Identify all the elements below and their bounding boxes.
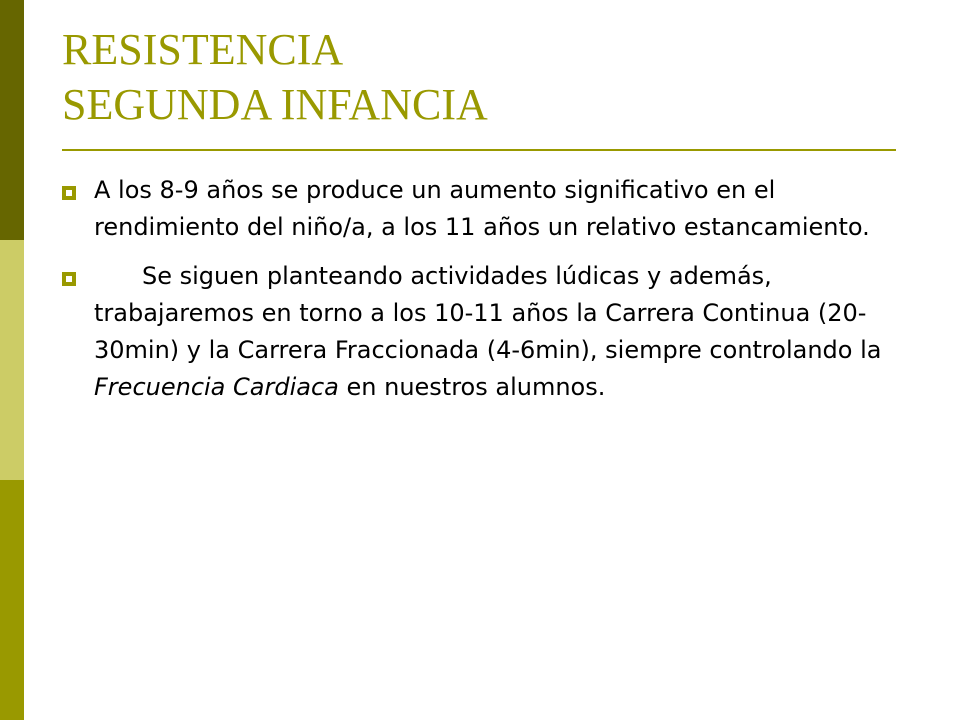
side-bar-light [0, 240, 24, 480]
bullet-item-1 [62, 172, 892, 246]
bullet-text-2-before: Se siguen planteando actividades lúdicas y además, trabajaremos en torno a los 10-11 años la Carrera Continua (20-30min) y la Carrera Fraccionada (4-6min), siempre controlando la [94, 262, 882, 364]
title-divider [62, 149, 896, 151]
bullet-text-2-italic: Frecuencia Cardiaca [94, 373, 339, 401]
bullet-list [62, 172, 892, 418]
hollow-square-bullet-icon [62, 186, 76, 200]
side-bar-dark [0, 0, 24, 240]
side-bar-olive [0, 480, 24, 720]
hollow-square-bullet-icon [62, 272, 76, 286]
slide-title-line-2: SEGUNDA INFANCIA [62, 80, 488, 129]
bullet-item-2 [62, 258, 892, 406]
slide-title [62, 22, 902, 132]
slide-title-line-1: RESISTENCIA [62, 25, 344, 74]
bullet-text-1: A los 8-9 años se produce un aumento significativo en el rendimiento del niño/a, a los 11 años un relativo estancamiento. [94, 176, 870, 241]
bullet-text-2-after: en nuestros alumnos. [338, 373, 606, 401]
